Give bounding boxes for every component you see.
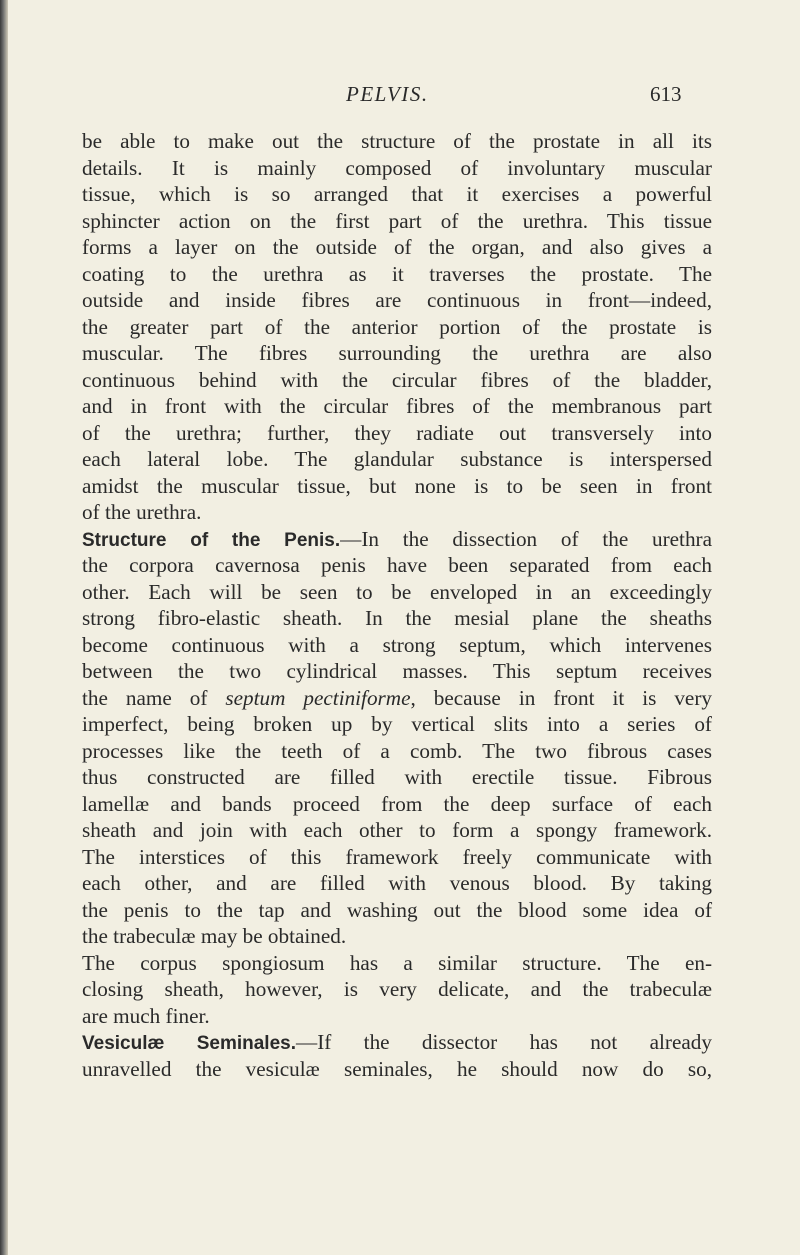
text-fragment: —If the dissector has not already [296,1030,712,1054]
text-line: each lateral lobe. The glandular substance is interspersed [82,447,712,471]
text-line: of the urethra. [82,500,202,524]
text-line: outside and inside fibres are continuous in front—indeed, [82,288,712,312]
text-line: unravelled the vesiculæ seminales, he should now do so, [82,1056,712,1081]
penis-section-first-line [82,526,712,553]
text-line: other. Each will be seen to be enveloped in an exceedingly [82,579,712,604]
page-number: 613 [650,82,682,106]
text-line: sheath and join with each other to form a spongy framework. [82,818,712,842]
text-line: are much finer. [82,1003,210,1028]
text-line: the trabeculæ may be obtained. [82,924,347,948]
text-line: each other, and are filled with venous blood. By taking [82,871,712,895]
page-header [0,82,800,112]
body-text [82,128,712,1082]
text-line: of the urethra; further, they radiate out transversely into [82,420,712,445]
text-line: imperfect, being broken up by vertical slits into a series of [82,712,712,736]
text-line: thus constructed are filled with erectile tissue. Fibrous [82,765,712,789]
text-line: be able to make out the structure of the prostate in all its [82,129,712,153]
text-line: forms a layer on the outside of the organ, and also gives a [82,235,712,259]
text-line: and in front with the circular fibres of the membranous part [82,394,712,418]
text-line: The corpus spongiosum has a similar structure. The en- [82,950,712,975]
text-line: become continuous with a strong septum, which intervenes [82,632,712,657]
text-line: lamellæ and bands proceed from the deep surface of each [82,791,712,816]
text-fragment: , because in front it is very [410,685,712,710]
text-line: the penis to the tap and washing out the blood some idea of [82,897,712,922]
text-line: coating to the urethra as it traverses the prostate. The [82,261,712,286]
text-line: strong fibro-elastic sheath. In the mesial plane the sheaths [82,606,712,630]
running-title: PELVIS. [346,82,429,106]
text-line: closing sheath, however, is very delicate, and the trabeculæ [82,977,712,1001]
section-heading-vesiculae: Vesiculæ Seminales. [82,1033,297,1054]
text-line: processes like the teeth of a comb. The two fibrous cases [82,738,712,763]
section-heading-penis: Structure of the Penis. [82,529,341,551]
text-line: the greater part of the anterior portion of the prostate is [82,314,712,339]
text-fragment: the name of [82,685,226,710]
text-line: The interstices of this framework freely communicate with [82,844,712,869]
latin-term: septum pectiniforme [225,685,411,710]
text-line: details. It is mainly composed of involuntary muscular [82,155,712,180]
text-line: continuous behind with the circular fibres of the bladder, [82,367,712,392]
text-fragment: —In the dissection of the urethra [340,526,712,551]
text-line: sphincter action on the first part of the urethra. This tissue [82,208,712,233]
book-binding-edge [0,0,8,1255]
text-line: amidst the muscular tissue, but none is to be seen in front [82,473,712,498]
text-line: the corpora cavernosa penis have been separated from each [82,553,712,577]
text-line: muscular. The fibres surrounding the urethra are also [82,341,712,365]
septum-line [82,685,712,712]
text-line: between the two cylindrical masses. This septum receives [82,659,712,683]
vesiculae-section-first-line [82,1029,712,1056]
text-line: tissue, which is so arranged that it exercises a powerful [82,182,712,206]
